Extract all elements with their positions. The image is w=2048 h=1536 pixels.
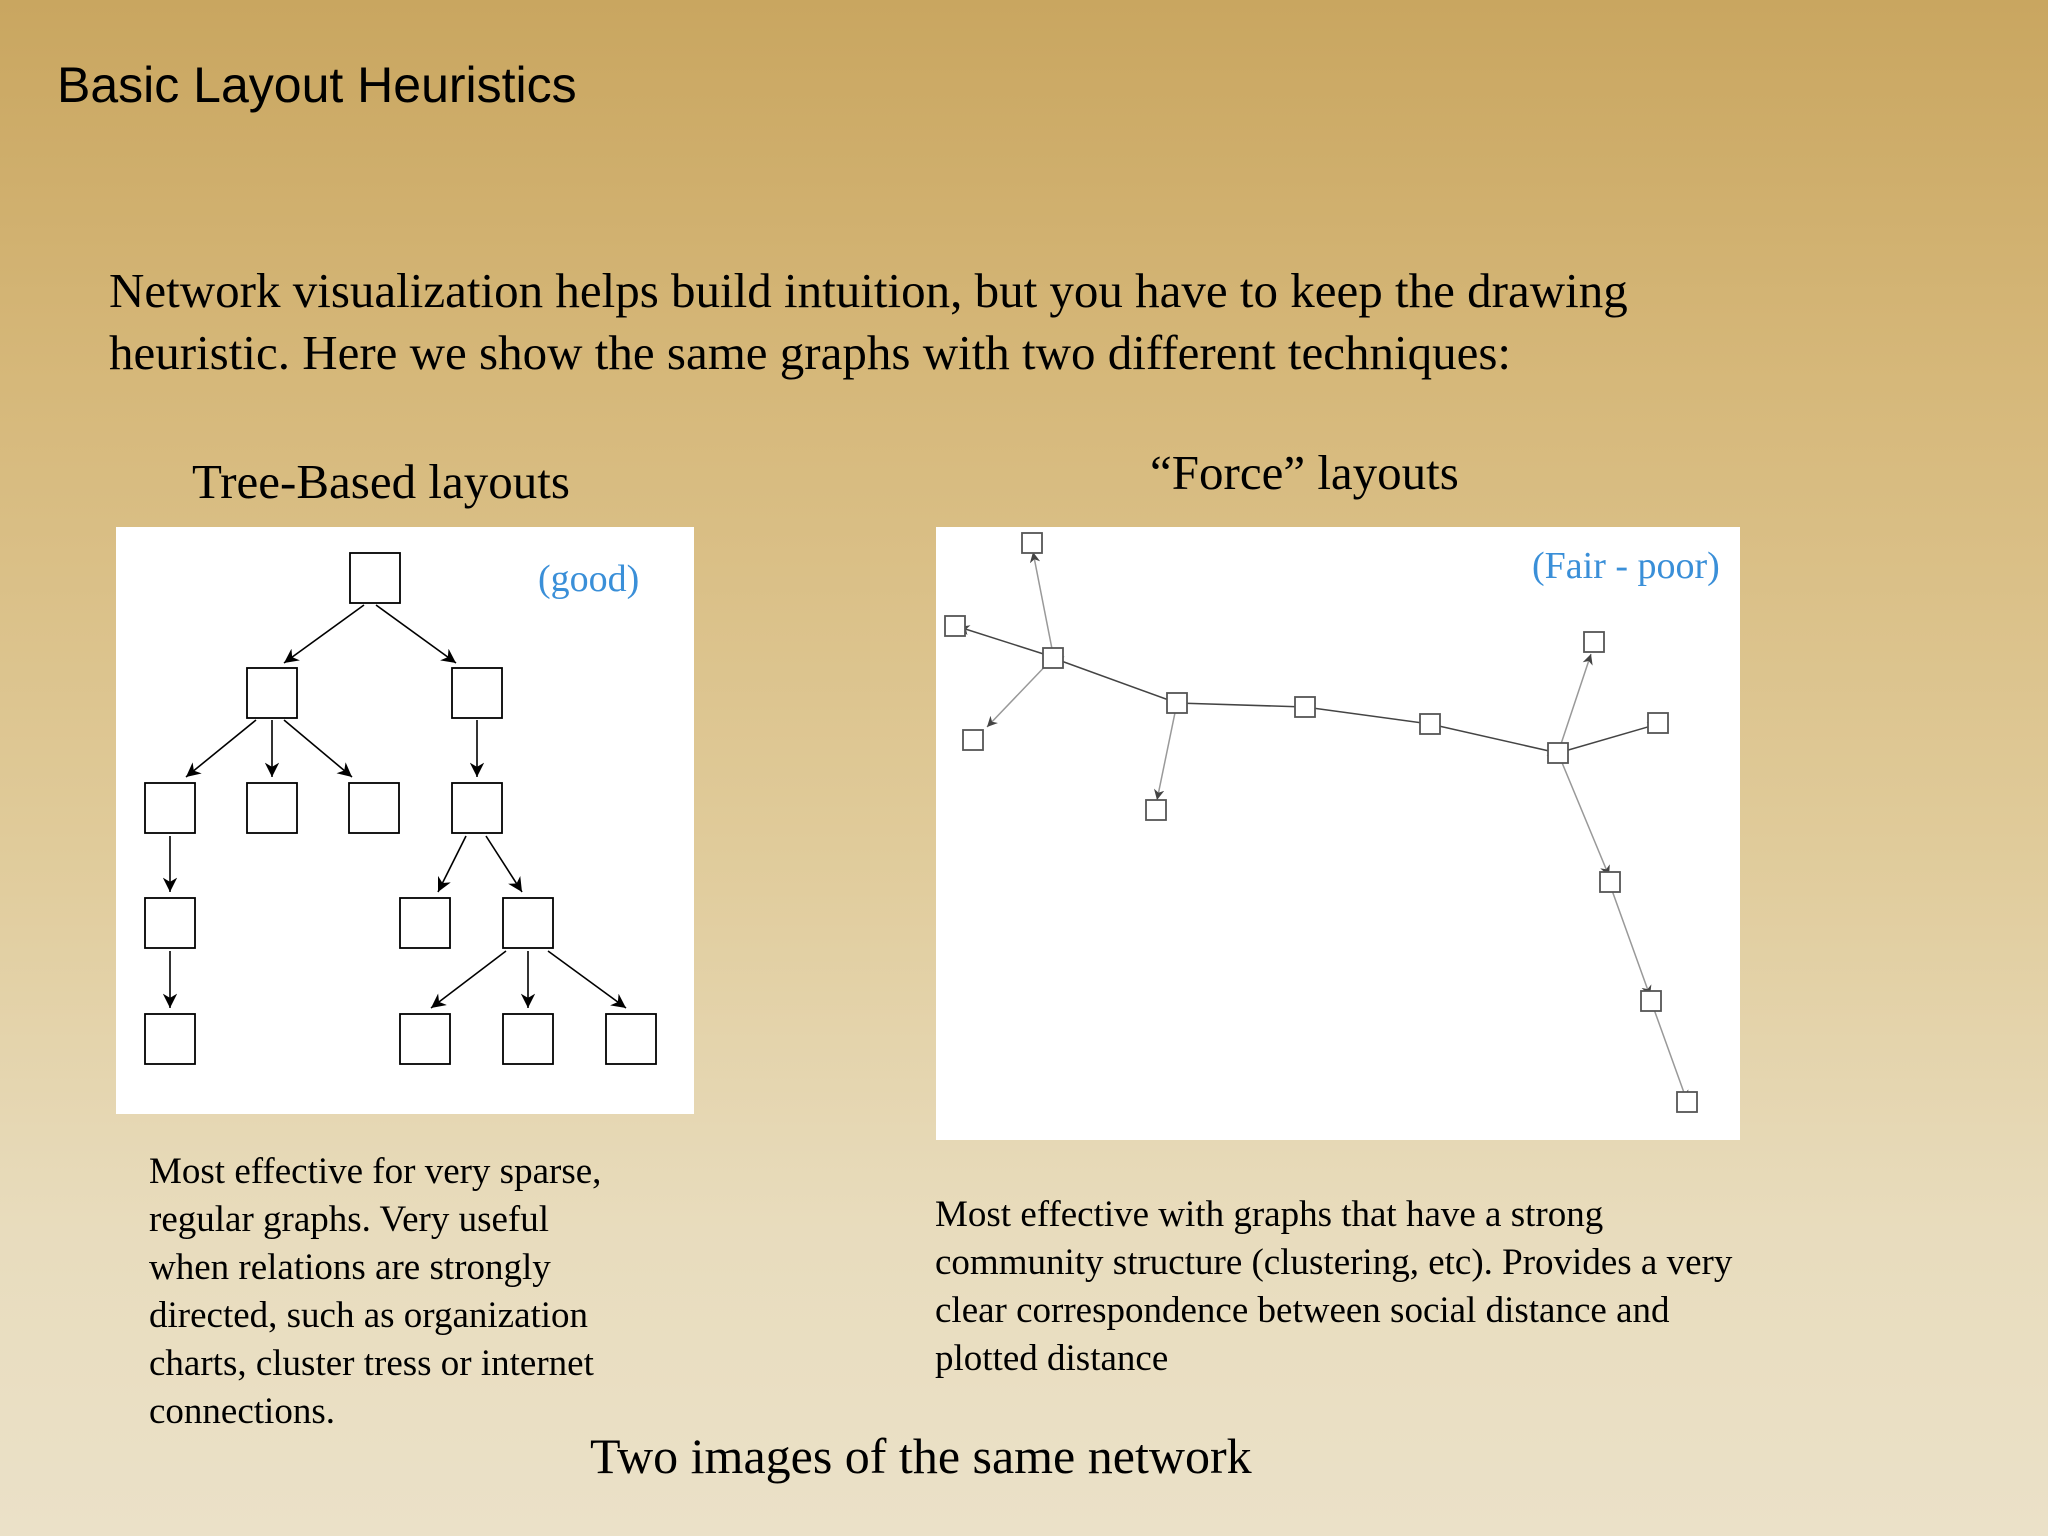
force-edge — [1177, 703, 1305, 707]
description-line: Most effective for very sparse, — [149, 1151, 602, 1192]
description-line: directed, such as organization — [149, 1295, 589, 1336]
force-edge — [1305, 707, 1430, 724]
force-node — [1295, 697, 1315, 717]
description-line: connections. — [149, 1391, 335, 1432]
tree-node — [145, 783, 195, 833]
force-graph — [936, 527, 1740, 1140]
force-node — [1167, 693, 1187, 713]
force-node — [1677, 1092, 1697, 1112]
tree-node — [503, 1014, 553, 1064]
force-edge — [1157, 703, 1177, 800]
tree-edge — [431, 951, 506, 1008]
tree-rating-label: (good) — [538, 558, 640, 600]
tree-node — [503, 898, 553, 948]
tree-node — [400, 1014, 450, 1064]
tree-node — [452, 783, 502, 833]
force-node — [1600, 872, 1620, 892]
tree-edge — [284, 605, 364, 663]
description-line: regular graphs. Very useful — [149, 1199, 550, 1240]
force-node — [1648, 713, 1668, 733]
force-node — [945, 616, 965, 636]
force-edge — [1053, 658, 1177, 703]
intro-line: heuristic. Here we show the same graphs with two different techniques: — [109, 325, 1512, 380]
force-node — [1548, 743, 1568, 763]
tree-edge — [486, 836, 522, 892]
force-layout-diagram — [936, 527, 1740, 1140]
force-edge — [1558, 724, 1658, 753]
description-line: community structure (clustering, etc). Provides a very — [935, 1242, 1733, 1283]
force-node — [1420, 714, 1440, 734]
force-node — [1146, 800, 1166, 820]
tree-layout-description — [149, 1148, 601, 1436]
tree-node — [145, 898, 195, 948]
tree-node — [452, 668, 502, 718]
tree-node — [350, 553, 400, 603]
force-edge — [1609, 882, 1650, 996]
force-rating-label: (Fair - poor) — [1532, 545, 1720, 587]
force-edge — [1558, 654, 1591, 753]
tree-graph — [116, 527, 694, 1114]
force-node — [963, 730, 983, 750]
tree-edge — [186, 720, 256, 777]
force-edge — [1430, 724, 1558, 753]
force-edge — [959, 627, 1053, 657]
slide-caption: Two images of the same network — [590, 1428, 1252, 1484]
tree-node — [349, 783, 399, 833]
description-line: plotted distance — [935, 1338, 1169, 1379]
tree-edge — [548, 951, 626, 1008]
force-node — [1043, 648, 1063, 668]
force-edge — [1558, 753, 1609, 876]
tree-node — [247, 668, 297, 718]
force-node — [1584, 632, 1604, 652]
tree-edge — [438, 836, 466, 892]
force-edge — [1033, 552, 1053, 654]
tree-edge — [284, 720, 352, 777]
force-edge — [1651, 1001, 1687, 1101]
description-line: charts, cluster tress or internet — [149, 1343, 594, 1384]
tree-layout-diagram — [116, 527, 694, 1114]
slide-title: Basic Layout Heuristics — [57, 57, 577, 113]
tree-node — [247, 783, 297, 833]
description-line: when relations are strongly — [149, 1247, 551, 1288]
intro-line: Network visualization helps build intuition, but you have to keep the drawing — [109, 263, 1628, 318]
description-line: clear correspondence between social distance and — [935, 1290, 1670, 1331]
tree-layout-heading: Tree-Based layouts — [192, 454, 570, 509]
tree-edge — [376, 605, 456, 663]
force-node — [1022, 533, 1042, 553]
force-node — [1641, 991, 1661, 1011]
tree-node — [606, 1014, 656, 1064]
intro-text — [109, 260, 1859, 384]
force-layout-heading: “Force” layouts — [1150, 445, 1459, 500]
tree-node — [400, 898, 450, 948]
description-line: Most effective with graphs that have a strong — [935, 1194, 1604, 1235]
force-layout-description — [935, 1191, 1732, 1383]
tree-node — [145, 1014, 195, 1064]
